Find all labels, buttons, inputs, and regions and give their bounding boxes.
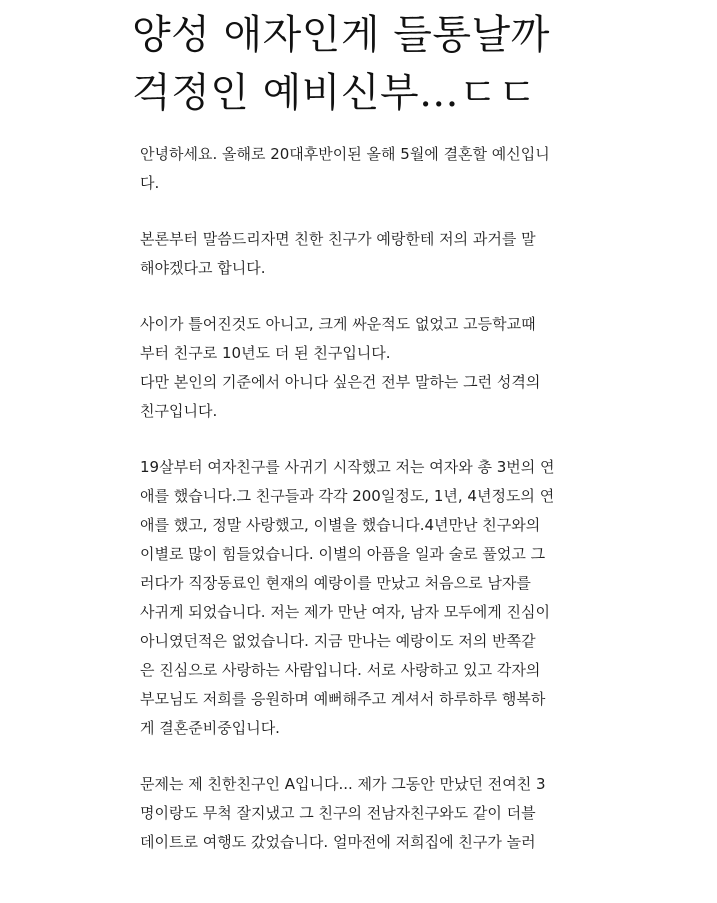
text-line: 부모님도 저희를 응원하며 예뻐해주고 계셔서 하루하루 행복하 bbox=[140, 690, 546, 708]
text-line: 애를 했고, 정말 사랑했고, 이별을 했습니다.4년만난 친구와의 bbox=[140, 516, 541, 534]
text-line: 안녕하세요. 올해로 20대후반이된 올해 5월에 결혼할 예신입니 bbox=[140, 145, 550, 163]
paragraph bbox=[140, 453, 590, 743]
text-line: 데이트로 여행도 갔었습니다. 얼마전에 저희집에 친구가 놀러 bbox=[140, 833, 536, 851]
text-line: 다만 본인의 기준에서 아니다 싶은건 전부 말하는 그런 성격의 bbox=[140, 373, 541, 391]
post-title bbox=[132, 6, 602, 122]
text-line: 부터 친구로 10년도 더 된 친구입니다. bbox=[140, 344, 391, 362]
paragraph bbox=[140, 770, 590, 857]
text-line: 친구입니다. bbox=[140, 402, 218, 420]
text-line: 해야겠다고 합니다. bbox=[140, 259, 266, 277]
post-body bbox=[140, 140, 590, 884]
text-line: 문제는 제 친한친구인 A입니다... 제가 그동안 만났던 전여친 3 bbox=[140, 775, 546, 793]
text-line: 다. bbox=[140, 174, 160, 192]
text-line: 사이가 틀어진것도 아니고, 크게 싸운적도 없었고 고등학교때 bbox=[140, 315, 536, 333]
text-line: 은 진심으로 사랑하는 사람입니다. 서로 사랑하고 있고 각자의 bbox=[140, 661, 541, 679]
text-line: 19살부터 여자친구를 사귀기 시작했고 저는 여자와 총 3번의 연 bbox=[140, 458, 555, 476]
text-line: 애를 했습니다.그 친구들과 각각 200일정도, 1년, 4년정도의 연 bbox=[140, 487, 555, 505]
text-line: 게 결혼준비중입니다. bbox=[140, 719, 280, 737]
paragraph bbox=[140, 225, 590, 283]
paragraph bbox=[140, 140, 590, 198]
text-line: 아니였던적은 없었습니다. 지금 만나는 예랑이도 저의 반쪽같 bbox=[140, 632, 536, 650]
text-line: 사귀게 되었습니다. 저는 제가 만난 여자, 남자 모두에게 진심이 bbox=[140, 603, 550, 621]
text-line: 명이랑도 무척 잘지냈고 그 친구의 전남자친구와도 같이 더블 bbox=[140, 804, 536, 822]
title-line: 걱정인 예비신부...ㄷㄷ bbox=[132, 70, 538, 116]
title-line: 양성 애자인게 들통날까 bbox=[132, 12, 550, 58]
text-line: 러다가 직장동료인 현재의 예랑이를 만났고 처음으로 남자를 bbox=[140, 574, 531, 592]
text-line: 이별로 많이 힘들었습니다. 이별의 아픔을 일과 술로 풀었고 그 bbox=[140, 545, 546, 563]
paragraph bbox=[140, 310, 590, 426]
text-line: 본론부터 말씀드리자면 친한 친구가 예랑한테 저의 과거를 말 bbox=[140, 230, 536, 248]
